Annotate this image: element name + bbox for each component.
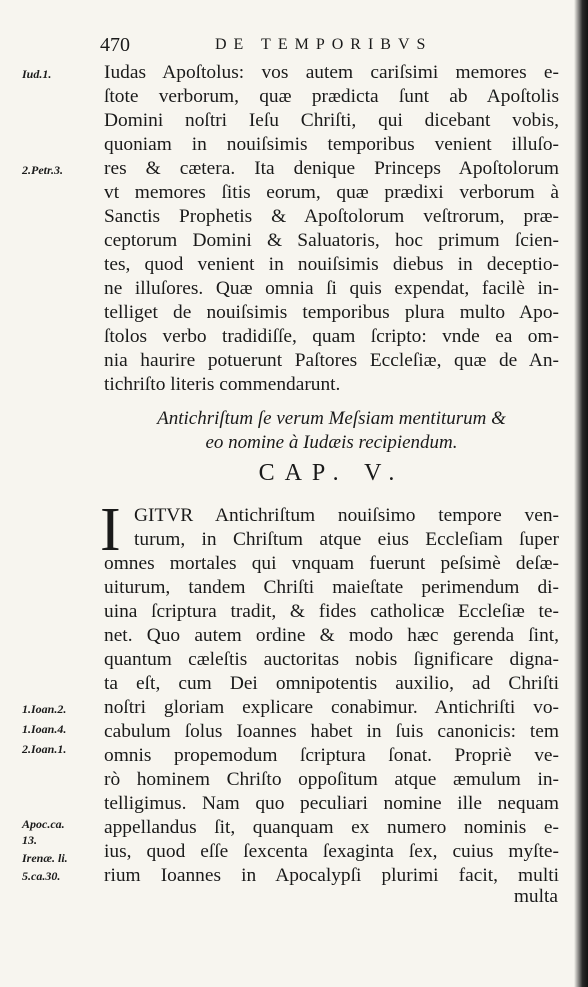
page-number: 470 xyxy=(100,34,130,56)
chapter-title: CAP. V. xyxy=(258,460,405,486)
text-line: res & cætera. Ita denique Princeps Apoſtolorum xyxy=(104,158,559,179)
margin-note-irenaeus-chapter: 5.ca.30. xyxy=(22,869,61,883)
text-line: ceptorum Domini & Saluatoris, hoc primum ſcien- xyxy=(104,230,559,251)
margin-note-irenaeus: Irenæ. li. xyxy=(22,851,68,865)
text-line: vt memores ſitis eorum, quæ prædixi verborum à xyxy=(104,182,559,203)
text-line: ius, quod eſſe ſexcenta ſexaginta ſex, cuius myſte- xyxy=(104,841,559,862)
text-line: tichriſto literis commendarunt. xyxy=(104,374,341,395)
margin-note-jude: Iud.1. xyxy=(22,67,52,81)
running-head: DE TEMPORIBVS xyxy=(215,36,433,53)
text-line: rò hominem Chriſto oppoſitum atque æmulum in- xyxy=(104,769,559,790)
page-header xyxy=(100,34,570,56)
text-line: telliget de nouiſsimis temporibus plura multo Apo- xyxy=(104,302,559,323)
text-line: ta eſt, cum Dei omnipotentis auxilio, ad Chriſti xyxy=(104,673,559,694)
section-heading-line-2: eo nomine à Iudæis recipiendum. xyxy=(205,432,458,453)
text-line: GITVR Antichriſtum nouiſsimo tempore ven- xyxy=(134,505,559,526)
text-line: telligimus. Nam quo peculiari nomine ille nequam xyxy=(104,793,559,814)
text-line: quoniam in nouiſsimis temporibus venient illuſo- xyxy=(104,134,559,155)
text-line: nia haurire potuerunt Paſtores Eccleſiæ, quæ de An- xyxy=(104,350,559,371)
text-line: ſtolos verbo tradidiſſe, quam ſcripto: vnde ea om- xyxy=(104,326,559,347)
text-line: omnes mortales qui vnquam fuerunt peſsimè deſæ- xyxy=(104,553,559,574)
text-line: net. Quo autem ordine & modo hæc gerenda ſint, xyxy=(104,625,559,646)
text-line: omnis propemodum ſcriptura ſonat. Propriè ve- xyxy=(104,745,559,766)
text-line: ſtote verborum, quæ prædicta ſunt ab Apoſtolis xyxy=(104,86,559,107)
text-line: rium Ioannes in Apocalypſi plurimi facit, multi xyxy=(104,865,559,886)
text-line: uiturum, tandem Chriſti maieſtate perimendum di- xyxy=(104,577,559,598)
text-line: uina ſcriptura tradit, & fides catholicæ Eccleſiæ te- xyxy=(104,601,559,622)
text-line: noſtri gloriam explicare conabimur. Antichriſti vo- xyxy=(104,697,559,718)
margin-note-john-3: 2.Ioan.1. xyxy=(22,742,67,756)
text-line: Iudas Apoſtolus: vos autem cariſsimi memores e- xyxy=(104,62,559,83)
margin-note-john-2: 1.Ioan.4. xyxy=(22,722,67,736)
margin-note-peter: 2.Petr.3. xyxy=(22,163,63,177)
page-edge-shadow xyxy=(574,0,588,987)
text-line: Sanctis Prophetis & Apoſtolorum veſtrorum, præ- xyxy=(104,206,559,227)
text-line: ne illuſores. Quæ omnia ſi quis expendat, facilè in- xyxy=(104,278,559,299)
catchword: multa xyxy=(513,886,558,907)
text-line: tes, quod venient in nouiſsimis diebus in deceptio- xyxy=(104,254,559,275)
text-line: quantum cæleſtis auctoritas nobis ſignificare digna- xyxy=(104,649,559,670)
margin-note-john-1: 1.Ioan.2. xyxy=(22,702,67,716)
margin-note-apocalypse: Apoc.ca. xyxy=(22,817,65,831)
section-heading-line-1: Antichriſtum ſe verum Meſsiam mentiturum & xyxy=(157,408,506,429)
margin-note-apocalypse-chapter: 13. xyxy=(22,833,37,847)
drop-cap: I xyxy=(100,496,121,564)
text-line: appellandus ſit, quanquam ex numero nominis e- xyxy=(104,817,559,838)
text-line: cabulum ſolus Ioannes habet in ſuis canonicis: tem xyxy=(104,721,559,742)
text-line: Domini noſtri Ieſu Chriſti, qui dicebant vobis, xyxy=(104,110,559,131)
text-line: turum, in Chriſtum atque eius Eccleſiam ſuper xyxy=(134,529,559,550)
